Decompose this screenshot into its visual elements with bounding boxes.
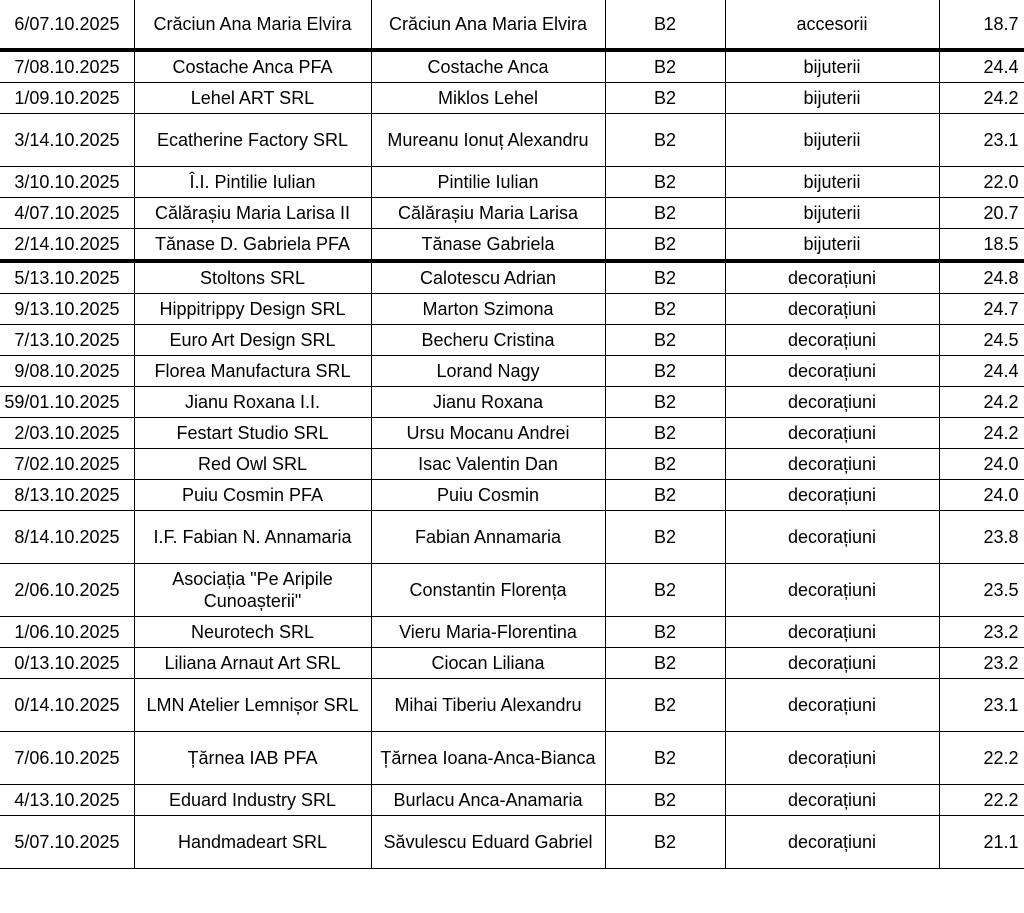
company-cell: Eduard Industry SRL (134, 785, 371, 816)
score-cell: 18.5 (939, 229, 1024, 262)
person-cell: Crăciun Ana Maria Elvira (371, 0, 605, 50)
level-cell: B2 (605, 480, 725, 511)
person-cell: Mihai Tiberiu Alexandru (371, 679, 605, 732)
category-cell: decorațiuni (725, 449, 939, 480)
score-cell: 24.2 (939, 83, 1024, 114)
level-cell: B2 (605, 785, 725, 816)
date-cell: 3/14.10.2025 (0, 114, 134, 167)
score-cell: 24.0 (939, 449, 1024, 480)
score-cell: 22.2 (939, 732, 1024, 785)
score-cell: 23.5 (939, 564, 1024, 617)
score-cell: 23.1 (939, 114, 1024, 167)
person-cell: Jianu Roxana (371, 387, 605, 418)
category-cell: decorațiuni (725, 480, 939, 511)
date-cell: 6/07.10.2025 (0, 0, 134, 50)
table-row (0, 480, 1024, 511)
company-cell: Puiu Cosmin PFA (134, 480, 371, 511)
company-cell: Florea Manufactura SRL (134, 356, 371, 387)
table-row (0, 816, 1024, 869)
table-row (0, 511, 1024, 564)
date-cell: 4/07.10.2025 (0, 198, 134, 229)
person-cell: Tănase Gabriela (371, 229, 605, 262)
company-cell: Festart Studio SRL (134, 418, 371, 449)
level-cell: B2 (605, 261, 725, 294)
company-cell: Handmadeart SRL (134, 816, 371, 869)
person-cell: Becheru Cristina (371, 325, 605, 356)
level-cell: B2 (605, 325, 725, 356)
category-cell: decorațiuni (725, 387, 939, 418)
person-cell: Pintilie Iulian (371, 167, 605, 198)
person-cell: Calotescu Adrian (371, 261, 605, 294)
score-cell: 24.0 (939, 480, 1024, 511)
category-cell: accesorii (725, 0, 939, 50)
category-cell: decorațiuni (725, 732, 939, 785)
category-cell: bijuterii (725, 83, 939, 114)
score-cell: 24.4 (939, 356, 1024, 387)
table-row (0, 50, 1024, 83)
table-row (0, 261, 1024, 294)
date-cell: 8/13.10.2025 (0, 480, 134, 511)
date-cell: 2/14.10.2025 (0, 229, 134, 262)
date-cell: 59/01.10.2025 (0, 387, 134, 418)
score-cell: 22.2 (939, 785, 1024, 816)
person-cell: Miklos Lehel (371, 83, 605, 114)
level-cell: B2 (605, 356, 725, 387)
table-row (0, 83, 1024, 114)
date-cell: 5/13.10.2025 (0, 261, 134, 294)
person-cell: Ciocan Liliana (371, 648, 605, 679)
level-cell: B2 (605, 0, 725, 50)
table-row (0, 294, 1024, 325)
company-cell: Stoltons SRL (134, 261, 371, 294)
date-cell: 1/06.10.2025 (0, 617, 134, 648)
date-cell: 4/13.10.2025 (0, 785, 134, 816)
company-cell: I.F. Fabian N. Annamaria (134, 511, 371, 564)
date-cell: 9/08.10.2025 (0, 356, 134, 387)
category-cell: decorațiuni (725, 785, 939, 816)
category-cell: decorațiuni (725, 564, 939, 617)
score-cell: 24.4 (939, 50, 1024, 83)
person-cell: Fabian Annamaria (371, 511, 605, 564)
company-cell: Țărnea IAB PFA (134, 732, 371, 785)
score-cell: 24.7 (939, 294, 1024, 325)
date-cell: 0/13.10.2025 (0, 648, 134, 679)
person-cell: Ursu Mocanu Andrei (371, 418, 605, 449)
level-cell: B2 (605, 449, 725, 480)
date-cell: 1/09.10.2025 (0, 83, 134, 114)
table-row (0, 679, 1024, 732)
table-row (0, 0, 1024, 50)
table-row (0, 785, 1024, 816)
person-cell: Mureanu Ionuț Alexandru (371, 114, 605, 167)
category-cell: decorațiuni (725, 617, 939, 648)
table-row (0, 648, 1024, 679)
level-cell: B2 (605, 50, 725, 83)
company-cell: Î.I. Pintilie Iulian (134, 167, 371, 198)
table-row (0, 198, 1024, 229)
company-cell: LMN Atelier Lemnișor SRL (134, 679, 371, 732)
score-cell: 24.8 (939, 261, 1024, 294)
score-cell: 23.8 (939, 511, 1024, 564)
score-cell: 24.5 (939, 325, 1024, 356)
date-cell: 0/14.10.2025 (0, 679, 134, 732)
table-row (0, 617, 1024, 648)
level-cell: B2 (605, 679, 725, 732)
table-row (0, 356, 1024, 387)
table-row (0, 114, 1024, 167)
level-cell: B2 (605, 83, 725, 114)
table-row (0, 449, 1024, 480)
level-cell: B2 (605, 816, 725, 869)
level-cell: B2 (605, 229, 725, 262)
company-cell: Liliana Arnaut Art SRL (134, 648, 371, 679)
table-row (0, 229, 1024, 262)
person-cell: Costache Anca (371, 50, 605, 83)
company-cell: Lehel ART SRL (134, 83, 371, 114)
date-cell: 2/03.10.2025 (0, 418, 134, 449)
category-cell: decorațiuni (725, 816, 939, 869)
table-row (0, 732, 1024, 785)
level-cell: B2 (605, 418, 725, 449)
company-cell: Crăciun Ana Maria Elvira (134, 0, 371, 50)
date-cell: 3/10.10.2025 (0, 167, 134, 198)
level-cell: B2 (605, 114, 725, 167)
category-cell: decorațiuni (725, 511, 939, 564)
company-cell: Hippitrippy Design SRL (134, 294, 371, 325)
level-cell: B2 (605, 167, 725, 198)
category-cell: decorațiuni (725, 261, 939, 294)
person-cell: Marton Szimona (371, 294, 605, 325)
category-cell: decorațiuni (725, 294, 939, 325)
level-cell: B2 (605, 511, 725, 564)
company-cell: Red Owl SRL (134, 449, 371, 480)
date-cell: 8/14.10.2025 (0, 511, 134, 564)
table-row (0, 325, 1024, 356)
score-cell: 21.1 (939, 816, 1024, 869)
table-row (0, 564, 1024, 617)
category-cell: decorațiuni (725, 325, 939, 356)
person-cell: Puiu Cosmin (371, 480, 605, 511)
category-cell: bijuterii (725, 229, 939, 262)
company-cell: Euro Art Design SRL (134, 325, 371, 356)
date-cell: 7/13.10.2025 (0, 325, 134, 356)
person-cell: Isac Valentin Dan (371, 449, 605, 480)
level-cell: B2 (605, 648, 725, 679)
category-cell: decorațiuni (725, 418, 939, 449)
category-cell: decorațiuni (725, 356, 939, 387)
level-cell: B2 (605, 387, 725, 418)
person-cell: Burlacu Anca-Anamaria (371, 785, 605, 816)
level-cell: B2 (605, 198, 725, 229)
table-row (0, 418, 1024, 449)
person-cell: Vieru Maria-Florentina (371, 617, 605, 648)
date-cell: 5/07.10.2025 (0, 816, 134, 869)
category-cell: bijuterii (725, 114, 939, 167)
date-cell: 7/02.10.2025 (0, 449, 134, 480)
score-cell: 23.1 (939, 679, 1024, 732)
company-cell: Asociația "Pe Aripile Cunoașterii" (134, 564, 371, 617)
score-cell: 24.2 (939, 387, 1024, 418)
company-cell: Călărașiu Maria Larisa II (134, 198, 371, 229)
company-cell: Tănase D. Gabriela PFA (134, 229, 371, 262)
company-cell: Neurotech SRL (134, 617, 371, 648)
company-cell: Jianu Roxana I.I. (134, 387, 371, 418)
category-cell: bijuterii (725, 198, 939, 229)
level-cell: B2 (605, 564, 725, 617)
person-cell: Constantin Florența (371, 564, 605, 617)
score-cell: 23.2 (939, 617, 1024, 648)
category-cell: bijuterii (725, 50, 939, 83)
score-cell: 24.2 (939, 418, 1024, 449)
date-cell: 7/06.10.2025 (0, 732, 134, 785)
date-cell: 7/08.10.2025 (0, 50, 134, 83)
score-cell: 23.2 (939, 648, 1024, 679)
person-cell: Țărnea Ioana-Anca-Bianca (371, 732, 605, 785)
person-cell: Călărașiu Maria Larisa (371, 198, 605, 229)
level-cell: B2 (605, 617, 725, 648)
level-cell: B2 (605, 294, 725, 325)
table-row (0, 387, 1024, 418)
date-cell: 9/13.10.2025 (0, 294, 134, 325)
company-cell: Costache Anca PFA (134, 50, 371, 83)
category-cell: bijuterii (725, 167, 939, 198)
table-row (0, 167, 1024, 198)
score-cell: 22.0 (939, 167, 1024, 198)
score-cell: 20.7 (939, 198, 1024, 229)
category-cell: decorațiuni (725, 679, 939, 732)
category-cell: decorațiuni (725, 648, 939, 679)
company-cell: Ecatherine Factory SRL (134, 114, 371, 167)
date-cell: 2/06.10.2025 (0, 564, 134, 617)
person-cell: Săvulescu Eduard Gabriel (371, 816, 605, 869)
person-cell: Lorand Nagy (371, 356, 605, 387)
level-cell: B2 (605, 732, 725, 785)
score-cell: 18.7 (939, 0, 1024, 50)
